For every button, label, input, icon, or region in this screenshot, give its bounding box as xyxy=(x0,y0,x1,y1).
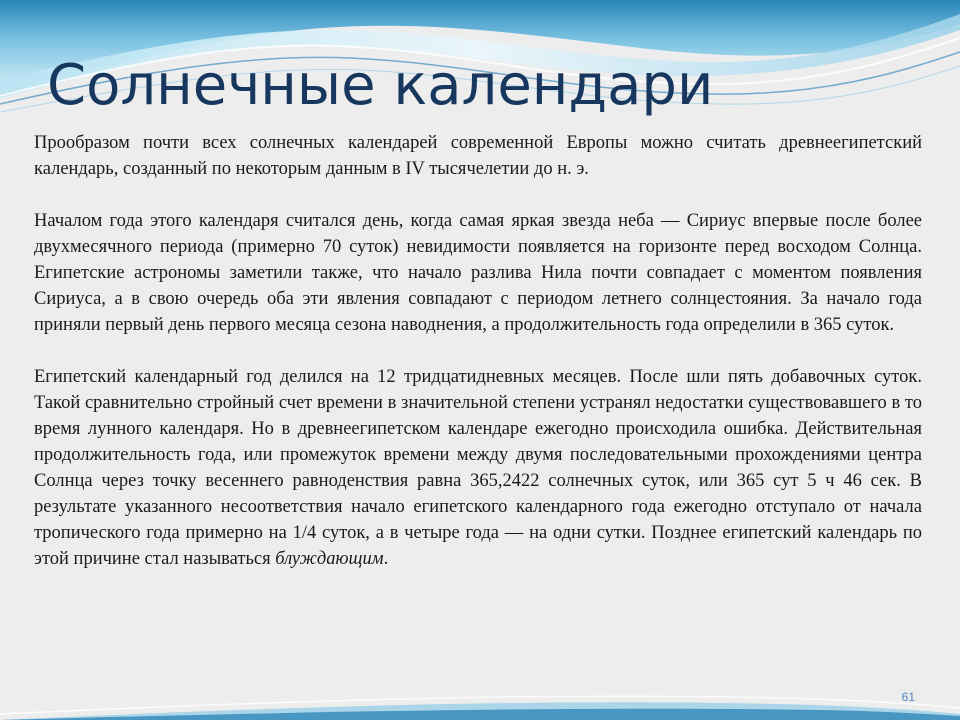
paragraph-year-start: Началом года этого календаря считался день, когда самая яркая звезда неба — Сириус впервые после более двухмесячного периода (примерно 70 суток) невидимости появляется на горизонте перед восходом Солнца. Египетские астрономы заметили также, что начало разлива Нила почти совпадает с моментом появления Сириуса, а в свою очередь оба эти явления совпадают с периодом летнего солнцестояния. За начало года приняли первый день первого месяца сезона наводнения, а продолжительность года определили в 365 суток. xyxy=(34,211,922,335)
slide-body xyxy=(34,130,922,598)
paragraph-calendar-structure xyxy=(34,364,922,572)
emphasis-wandering: блуждающим xyxy=(275,549,384,569)
page-number: 61 xyxy=(901,690,915,704)
footer-wave-decoration xyxy=(0,680,960,720)
paragraph-end-punctuation: . xyxy=(383,549,389,569)
paragraph-origin: Прообразом почти всех солнечных календарей современной Европы можно считать древнеегипетский календарь, созданный по некоторым данным в IV тысячелетии до н. э. xyxy=(34,133,922,179)
paragraph-calendar-text: Египетский календарный год делился на 12 тридцатидневных месяцев. После шли пять добавочных суток. Такой сравнительно стройный счет времени в значительной степени устранял недостатки существовавшего в то время лунного календаря. Но в древнеегипетском календаре ежегодно происходила ошибка. Действительная продолжительность года, или промежуток времени между двумя последовательными прохождениями центра Солнца через точку весеннего равноденствия равна 365,2422 солнечных суток, или 365 сут 5 ч 46 сек. В результате указанного несоответствия начало египетского календарного года ежегодно отступало от начала тропического года примерно на 1/4 суток, а в четыре года — на одни сутки. Позднее египетский календарь по этой причине стал называться xyxy=(34,367,922,569)
slide-title: Солнечные календари xyxy=(47,53,714,118)
